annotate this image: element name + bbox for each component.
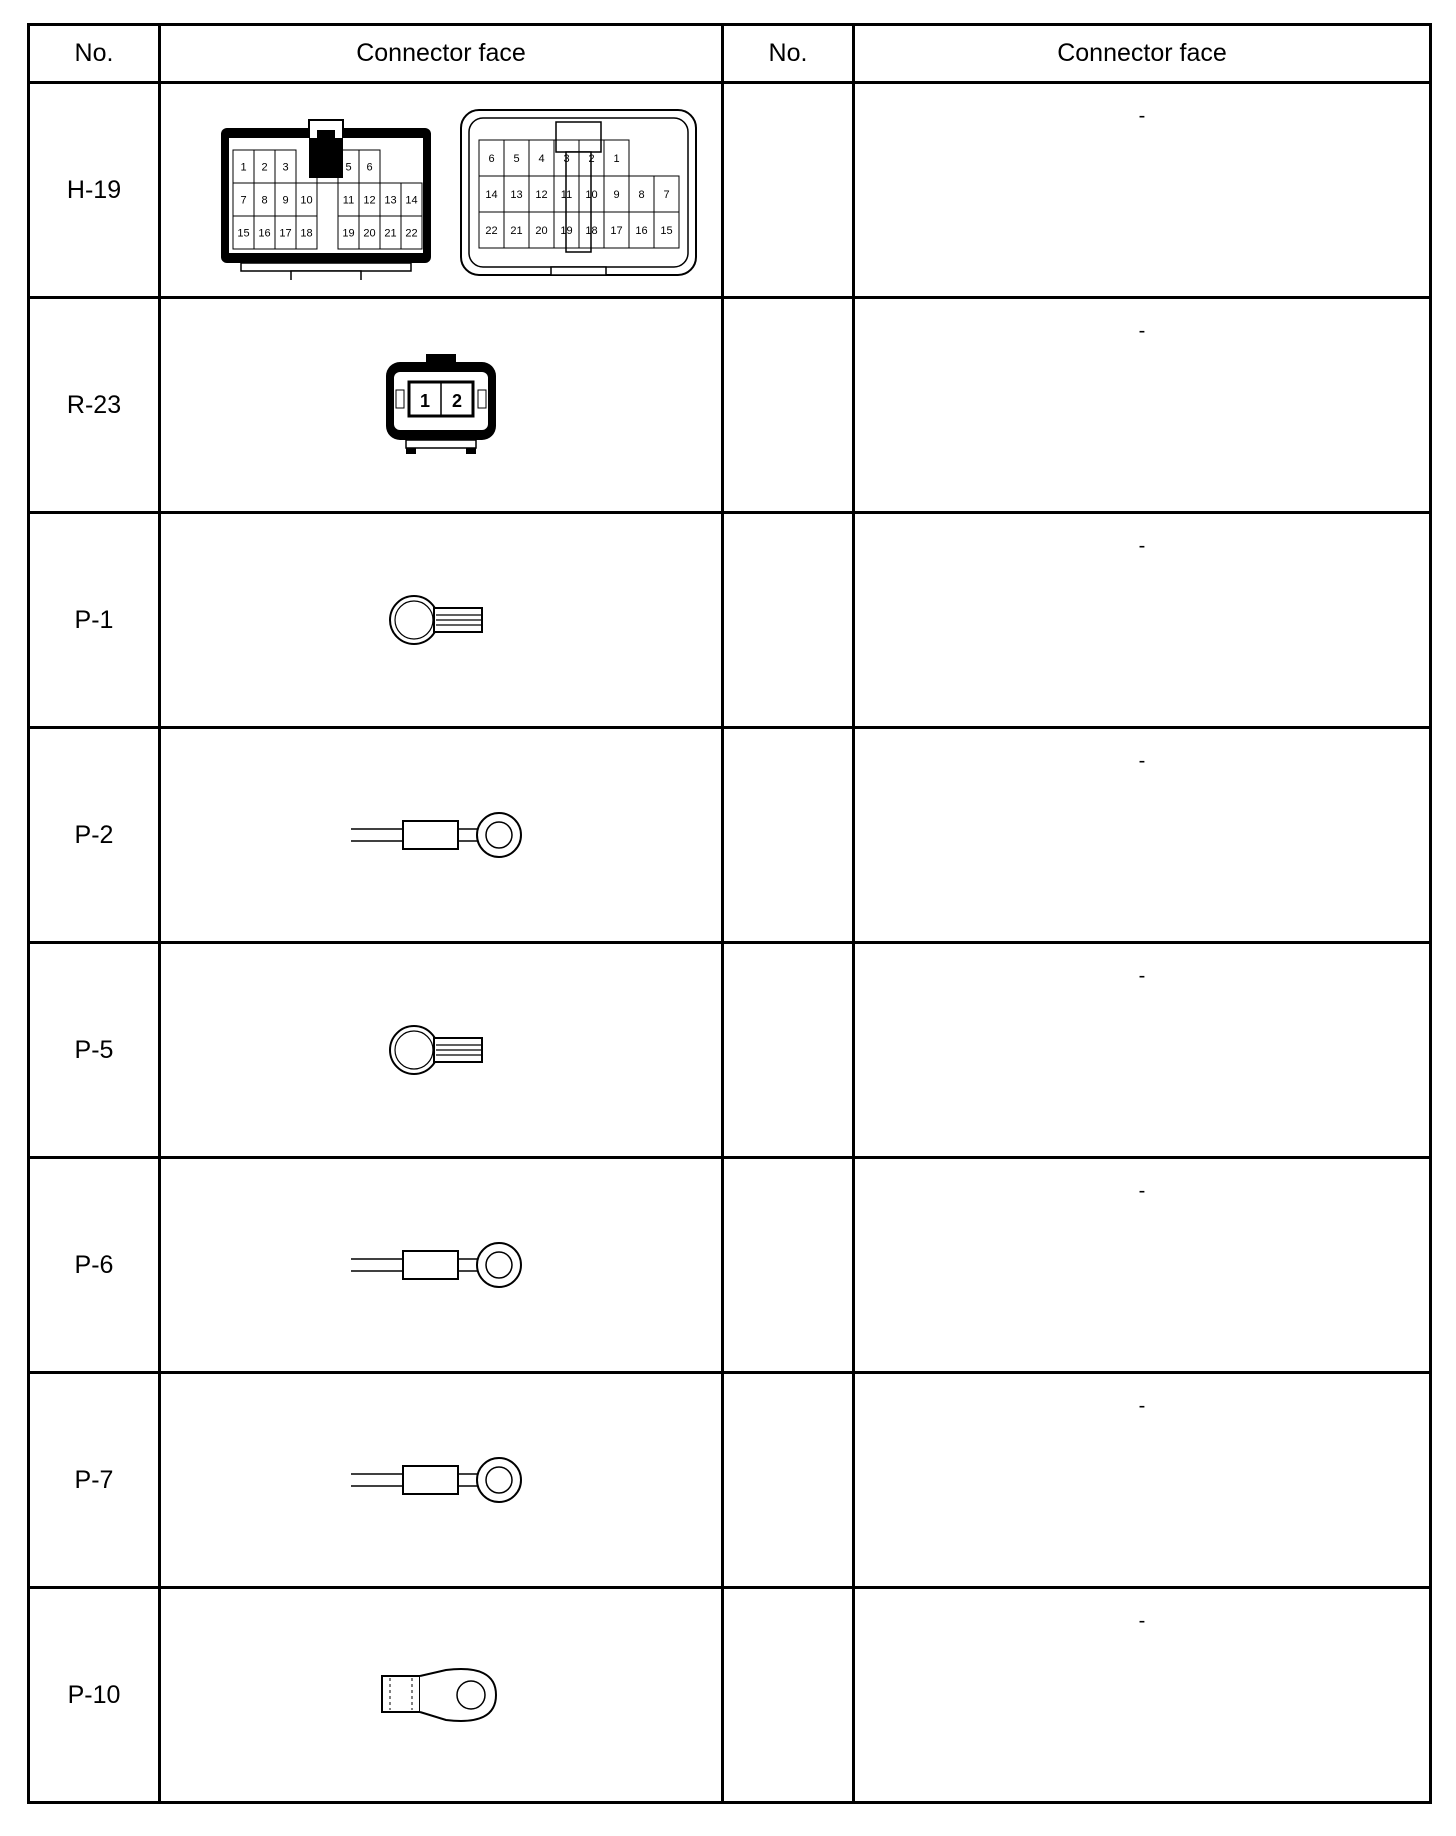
h19-male-pin-label: 14 <box>405 194 418 207</box>
row-no-right <box>723 1158 854 1373</box>
header-connector-face-left: Connector face <box>160 25 723 83</box>
h19-female-pin-label: 14 <box>485 189 498 201</box>
table-row <box>29 513 1431 728</box>
connector-face-cell-right <box>854 298 1431 513</box>
h19-male-pin-label: 18 <box>300 227 313 240</box>
h19-female-pin-label: 9 <box>613 189 620 201</box>
row-no: H-19 <box>29 83 160 298</box>
r23-pin-1: 1 <box>419 391 431 411</box>
header-no-right: No. <box>723 25 854 83</box>
row-no-right <box>723 513 854 728</box>
h19-female-pin-label: 15 <box>660 225 673 237</box>
table-row <box>29 298 1431 513</box>
ring-terminal-lug-icon <box>366 1660 516 1730</box>
connector-face-cell-right <box>854 943 1431 1158</box>
connector-face-cell-right <box>854 83 1431 298</box>
empty-dash: - <box>1138 1180 1146 1202</box>
connector-face-cell <box>160 1588 723 1803</box>
empty-dash: - <box>1138 535 1146 557</box>
connector-face-cell-right <box>854 1588 1431 1803</box>
h19-female-pin-label: 21 <box>510 225 523 237</box>
h19-male-pin-label: 2 <box>261 161 268 174</box>
header-no-left: No. <box>29 25 160 83</box>
row-no-right <box>723 943 854 1158</box>
connector-face-cell <box>160 943 723 1158</box>
row-no: P-6 <box>29 1158 160 1373</box>
empty-dash: - <box>1138 965 1146 987</box>
h19-connector-icon <box>181 100 701 280</box>
ring-terminal-icon <box>386 1020 496 1080</box>
h19-female-pin-label: 18 <box>585 225 598 237</box>
row-no: P-1 <box>29 513 160 728</box>
h19-female-pin-label: 7 <box>663 189 670 201</box>
h19-female-pin-label: 1 <box>613 153 620 165</box>
empty-dash: - <box>1138 1395 1146 1417</box>
table-row <box>29 943 1431 1158</box>
table-row <box>29 1158 1431 1373</box>
connector-face-cell <box>160 1158 723 1373</box>
h19-female-pin-label: 5 <box>513 153 520 165</box>
h19-female-pin-label: 6 <box>488 153 495 165</box>
row-no-right <box>723 1373 854 1588</box>
h19-female-pin-label: 11 <box>560 189 573 201</box>
h19-male-pin-label: 5 <box>345 161 352 174</box>
h19-female-pin-label: 2 <box>588 153 595 165</box>
ring-terminal-icon <box>386 590 496 650</box>
empty-dash: - <box>1138 320 1146 342</box>
table-row <box>29 83 1431 298</box>
empty-dash: - <box>1138 750 1146 772</box>
row-no: P-7 <box>29 1373 160 1588</box>
row-no-right <box>723 728 854 943</box>
connector-face-cell-right <box>854 1158 1431 1373</box>
ring-terminal-wire-icon <box>341 1450 541 1510</box>
h19-female-pin-label: 20 <box>535 225 548 237</box>
row-no: P-5 <box>29 943 160 1158</box>
h19-female-pin-label: 17 <box>610 225 623 237</box>
h19-female-pin-label: 10 <box>585 189 598 201</box>
h19-female-pin-label: 13 <box>510 189 523 201</box>
row-no: R-23 <box>29 298 160 513</box>
h19-male-pin-label: 9 <box>282 194 289 207</box>
h19-female-pin-label: 16 <box>635 225 648 237</box>
table-row <box>29 1588 1431 1803</box>
h19-male-pin-label: 8 <box>261 194 268 207</box>
r23-pin-2: 2 <box>451 391 463 411</box>
ring-terminal-wire-icon <box>341 805 541 865</box>
connector-face-cell <box>160 1373 723 1588</box>
h19-male-pin-label: 7 <box>240 194 247 207</box>
connector-table <box>27 23 1432 1804</box>
connector-face-cell-right <box>854 513 1431 728</box>
connector-face-cell <box>160 728 723 943</box>
row-no-right <box>723 298 854 513</box>
h19-female-pin-label: 8 <box>638 189 645 201</box>
h19-female-pin-label: 12 <box>535 189 548 201</box>
connector-face-cell-right <box>854 728 1431 943</box>
table-row <box>29 728 1431 943</box>
h19-male-pin-label: 15 <box>237 227 250 240</box>
row-no-right <box>723 83 854 298</box>
connector-face-cell <box>160 298 723 513</box>
empty-dash: - <box>1138 1610 1146 1632</box>
h19-male-pin-label: 21 <box>384 227 397 240</box>
h19-male-pin-label: 13 <box>384 194 397 207</box>
h19-female-pin-label: 3 <box>563 153 570 165</box>
header-row <box>29 25 1431 83</box>
h19-male-pin-label: 11 <box>342 194 355 207</box>
h19-female-pin-label: 4 <box>538 153 545 165</box>
empty-dash: - <box>1138 105 1146 127</box>
h19-male-pin-label: 6 <box>366 161 373 174</box>
r23-connector-icon <box>376 350 506 460</box>
h19-male-pin-label: 20 <box>363 227 376 240</box>
h19-male-pin-label: 19 <box>342 227 355 240</box>
h19-male-pin-label: 17 <box>279 227 292 240</box>
header-connector-face-right: Connector face <box>854 25 1431 83</box>
h19-male-pin-label: 4 <box>324 161 331 174</box>
connector-face-cell <box>160 513 723 728</box>
h19-male-pin-label: 3 <box>282 161 289 174</box>
h19-male-pin-label: 12 <box>363 194 376 207</box>
h19-male-pin-label: 22 <box>405 227 418 240</box>
row-no: P-2 <box>29 728 160 943</box>
h19-male-pin-label: 1 <box>240 161 247 174</box>
table-row <box>29 1373 1431 1588</box>
h19-female-pin-label: 22 <box>485 225 498 237</box>
h19-female-pin-label: 19 <box>560 225 573 237</box>
row-no: P-10 <box>29 1588 160 1803</box>
h19-male-pin-label: 16 <box>258 227 271 240</box>
ring-terminal-wire-icon <box>341 1235 541 1295</box>
connector-face-cell-right <box>854 1373 1431 1588</box>
connector-face-cell <box>160 83 723 298</box>
row-no-right <box>723 1588 854 1803</box>
h19-male-pin-label: 10 <box>300 194 313 207</box>
